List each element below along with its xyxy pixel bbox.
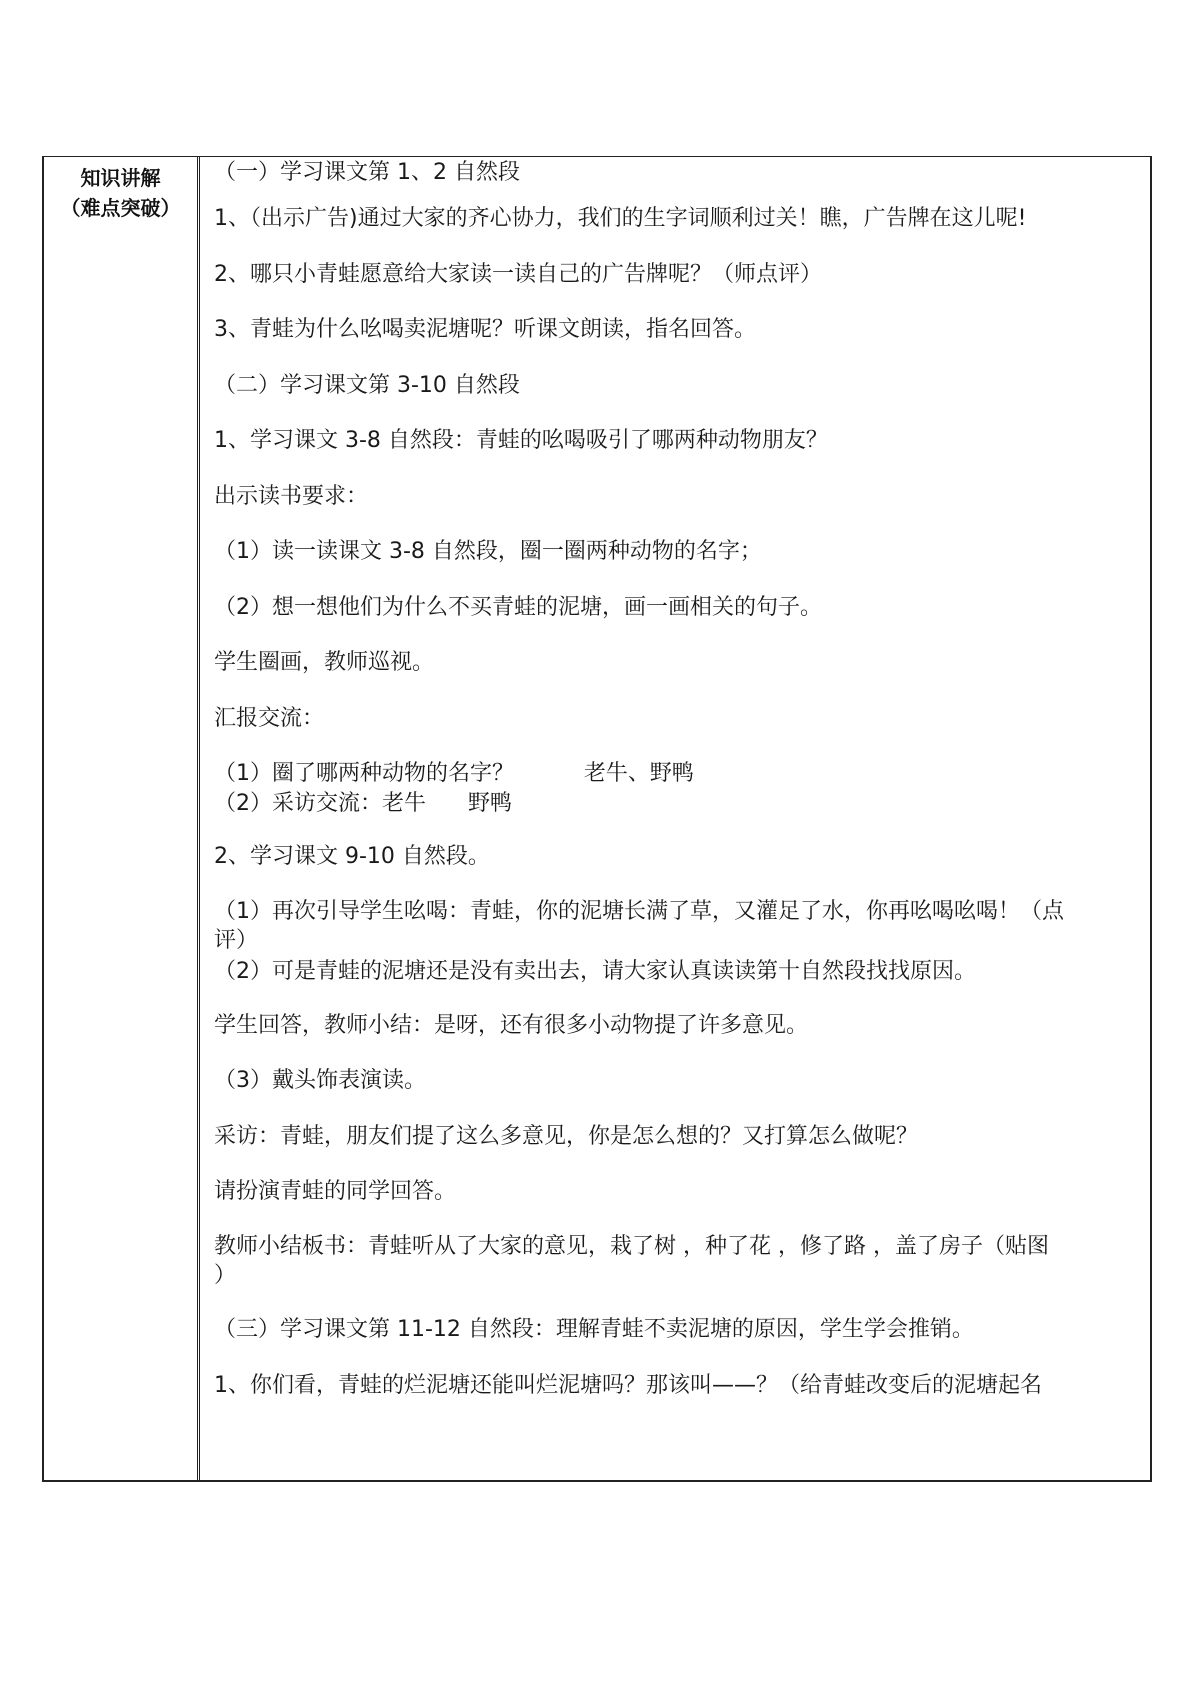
paragraph: （二）学习课文第 3-10 自然段: [214, 373, 520, 398]
paragraph: 评）: [214, 928, 259, 953]
paragraph: 2、哪只小青蛙愿意给大家读一读自己的广告牌呢？（师点评）: [214, 262, 822, 287]
paragraph: 请扮演青蛙的同学回答。: [214, 1179, 457, 1204]
paragraph: 汇报交流：: [214, 706, 325, 731]
paragraph: （2）想一想他们为什么不买青蛙的泥塘，画一画相关的句子。: [214, 595, 822, 620]
paragraph: （1）再次引导学生吆喝：青蛙，你的泥塘长满了草，又灌足了水，你再吆喝吆喝！（点: [214, 899, 1064, 924]
paragraph: 教师小结板书：青蛙听从了大家的意见，栽了树 ，种了花 ，修了路 ，盖了房子（贴图: [214, 1234, 1049, 1259]
paragraph: ）: [214, 1263, 237, 1288]
paragraph: （3）戴头饰表演读。: [214, 1068, 426, 1093]
section-label-title: 知识讲解: [80, 166, 161, 190]
paragraph: 学生圈画，教师巡视。: [214, 650, 435, 675]
lesson-table: [42, 156, 1152, 1482]
paragraph: 3、青蛙为什么吆喝卖泥塘呢？听课文朗读，指名回答。: [214, 317, 756, 342]
paragraph: 1、学习课文 3-8 自然段：青蛙的吆喝吸引了哪两种动物朋友？: [214, 428, 828, 453]
section-content-cell: [200, 157, 1150, 1480]
section-label-cell: [44, 157, 200, 1480]
paragraph: 2、学习课文 9-10 自然段。: [214, 844, 490, 869]
paragraph: （1）圈了哪两种动物的名字？ 老牛、野鸭: [214, 761, 694, 786]
paragraph: 1、你们看，青蛙的烂泥塘还能叫烂泥塘吗？那该叫——？（给青蛙改变后的泥塘起名: [214, 1373, 1042, 1398]
paragraph: 1、（出示广告)通过大家的齐心协力，我们的生字词顺利过关！瞧，广告牌在这儿呢!: [214, 206, 1027, 231]
section-label-subtitle: （难点突破）: [60, 196, 181, 220]
paragraph: 出示读书要求：: [214, 484, 369, 509]
paragraph: （2）采访交流：老牛 野鸭: [214, 791, 512, 816]
paragraph: （一）学习课文第 1、2 自然段: [214, 160, 520, 185]
paragraph: （1）读一读课文 3-8 自然段，圈一圈两种动物的名字；: [214, 539, 762, 564]
paragraph: 学生回答，教师小结：是呀，还有很多小动物提了许多意见。: [214, 1013, 809, 1038]
paragraph: （2）可是青蛙的泥塘还是没有卖出去，请大家认真读读第十自然段找找原因。: [214, 959, 976, 984]
paragraph: 采访：青蛙，朋友们提了这么多意见，你是怎么想的？又打算怎么做呢？: [214, 1124, 919, 1149]
paragraph: （三）学习课文第 11-12 自然段：理解青蛙不卖泥塘的原因，学生学会推销。: [214, 1317, 974, 1342]
